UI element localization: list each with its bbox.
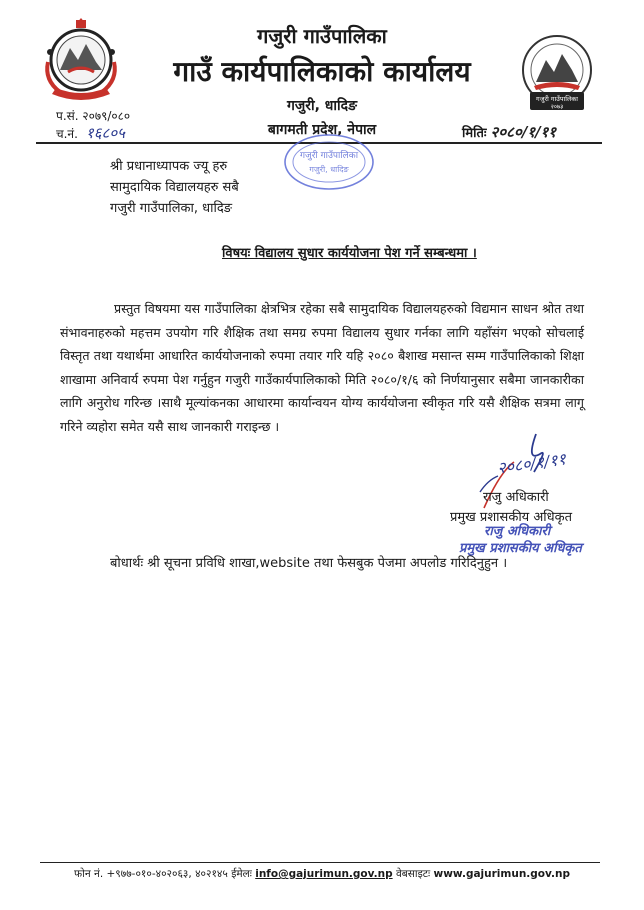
- date-row: [462, 122, 556, 142]
- footer-website-label: वेबसाइटः: [395, 868, 431, 880]
- addressee-line: सामुदायिक विद्यालयहरु सबै: [110, 180, 239, 195]
- logo-caption: गजुरी गाउँपालिका: [536, 95, 578, 103]
- logo-year: २०७३: [550, 103, 564, 111]
- addressee-block: [110, 156, 239, 219]
- signature-stamp-name: राजु अधिकारी: [484, 524, 551, 539]
- fiscal-year: प.सं. २०७९/०८०: [56, 109, 131, 123]
- date-label: मितिः: [462, 126, 487, 141]
- stamp-address: गजुरी, धादिङ: [309, 165, 349, 174]
- dispatch-label: च.नं.: [56, 127, 78, 141]
- subject-line: विषयः विद्यालय सुधार कार्ययोजना पेश गर्ने सम्बन्धमा ।: [222, 246, 477, 261]
- footer-phone: फोन नं. +९७७-०१०-४०२०६३, ४०२१४५: [74, 868, 228, 880]
- footer-contact: [0, 867, 644, 881]
- footer-divider: [40, 862, 600, 863]
- signature-stamp-title: प्रमुख प्रशासकीय अधिकृत: [459, 541, 582, 556]
- addressee-line: श्री प्रधानाध्यापक ज्यू हरु: [110, 159, 228, 174]
- stamp-text: गजुरी गाउँपालिका: [299, 151, 359, 161]
- office-stamp: [282, 132, 376, 192]
- footer-email[interactable]: info@gajurimun.gov.np: [255, 868, 393, 880]
- municipality-name: गजुरी गाउँपालिका: [257, 24, 387, 48]
- footer-email-label: ईमेलः: [231, 868, 252, 880]
- address-line1: गजुरी, धादिङ: [286, 98, 358, 114]
- cc-line: बोधार्थः श्री सूचना प्रविधि शाखा,website तथा फेसबुक पेजमा अपलोड गरिदिनुहुन ।: [110, 556, 508, 571]
- signatory-title: प्रमुख प्रशासकीय अधिकृत: [450, 510, 573, 525]
- signature-date: २०८०/१/११: [496, 449, 568, 478]
- dispatch-number-row: [56, 123, 125, 143]
- addressee-line: गजुरी गाउँपालिका, धादिङ: [110, 201, 233, 216]
- office-title: गाउँ कार्यपालिकाको कार्यालय: [173, 55, 471, 88]
- letter-body: प्रस्तुत विषयमा यस गाउँपालिका क्षेत्रभित्र रहेका सबै सामुदायिक विद्यालयहरुको विद्यमान साधन श्रोत तथा संभावनाहरुको महत्तम उपयोग गरि शैक्षिक तथा समग्र रुपमा विद्यालय सुधार गर्नका लागि यहाँसंग भएको सोचलाई विस्तृत तथा यथार्थमा आधारित कार्ययोजनाको रुपमा तयार गरि यहि २०८० बैशाख मसान्त सम्म गाउँपालिकाको शिक्षा शाखामा अनिवार्य रुपमा पेश गर्नुहुन गजुरी गाउँकार्यपालिकाको मिति २०८०/१/६ को निर्णयानुसार सबैमा जानकारीका लागि अनुरोध गरिन्छ ।साथै मूल्यांकनका आधारमा कार्यान्वयन योग्य कार्ययोजना स्वीकृत गरि यसै शैक्षिक सत्रमा लागू गरिने व्यहोरा समेत यसै साथ जानकारी गराइन्छ ।: [60, 301, 584, 434]
- footer-website[interactable]: www.gajurimun.gov.np: [433, 868, 570, 880]
- date-value: २०८०/१/११: [490, 123, 557, 141]
- dispatch-number: १६८०५: [85, 124, 125, 142]
- address-line2: बागमती प्रदेश, नेपाल: [267, 122, 377, 138]
- signatory-name: राजु अधिकारी: [483, 490, 549, 505]
